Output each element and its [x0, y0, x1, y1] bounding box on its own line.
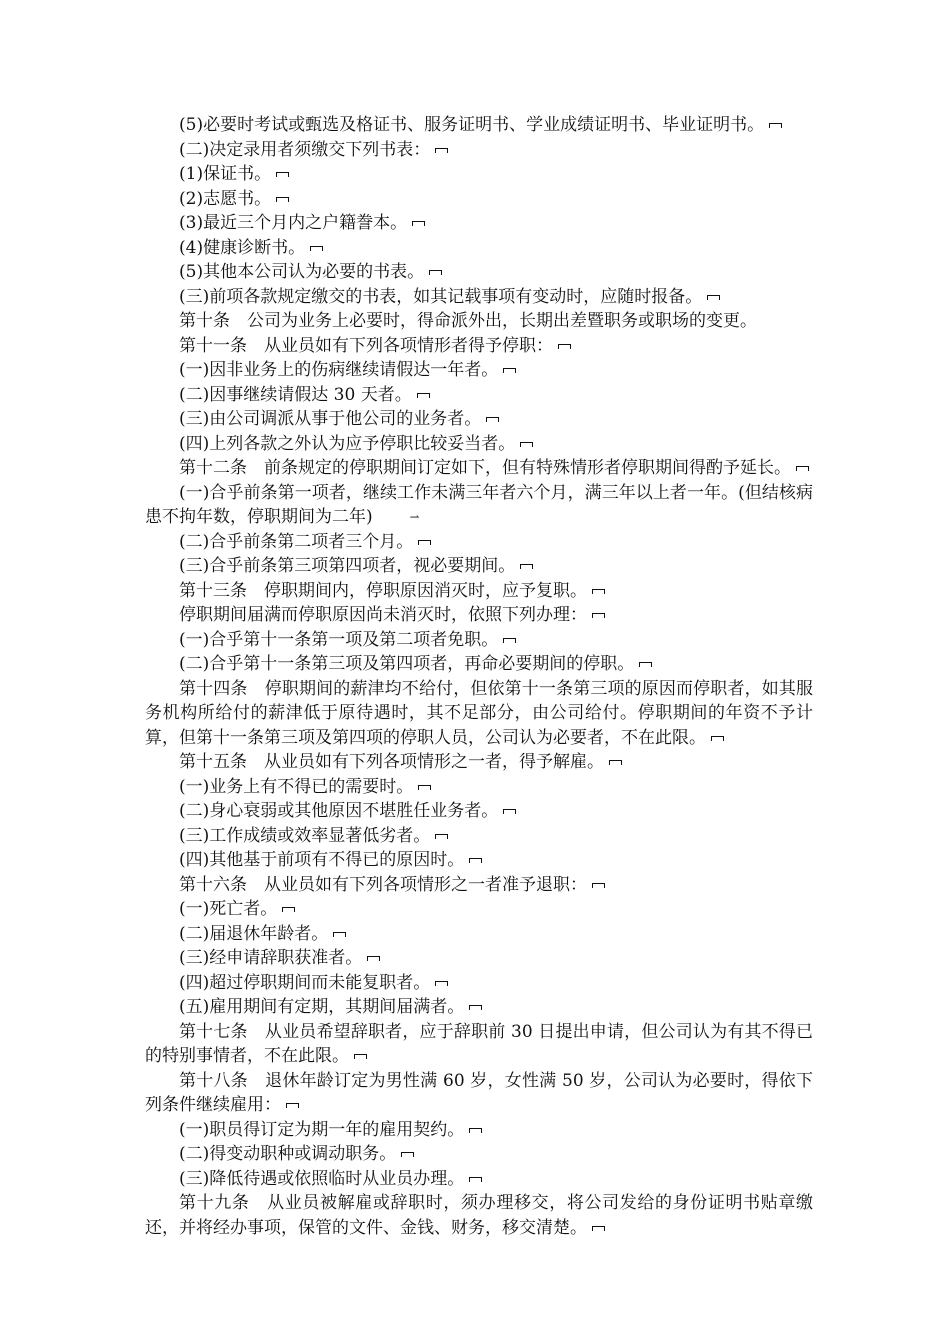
- paragraph-text: (二)合乎第十一条第三项及第四项者，再命必要期间的停职。: [179, 654, 635, 675]
- paragraph-mark-icon: [435, 834, 448, 839]
- paragraph-text: (4)健康诊断书。: [179, 237, 306, 258]
- paragraph: [145, 1069, 813, 1118]
- paragraph-text: 第十条 公司为业务上必要时，得命派外出，长期出差暨职务或职场的变更。: [179, 311, 757, 331]
- paragraph: [145, 285, 813, 310]
- paragraph: [145, 334, 813, 359]
- paragraph-text: (三)合乎前条第三项第四项者，视必要期间。: [179, 556, 516, 577]
- paragraph: [145, 530, 813, 555]
- paragraph-text: (一)业务上有不得已的需要时。: [179, 776, 414, 797]
- paragraph-mark-icon: [310, 246, 323, 251]
- paragraph-mark-icon: [711, 736, 724, 741]
- paragraph: [145, 603, 813, 628]
- paragraph: [145, 1167, 813, 1192]
- paragraph: [145, 383, 813, 408]
- paragraph: [145, 456, 813, 481]
- paragraph-text: (二)合乎前条第二项者三个月。: [179, 531, 414, 552]
- paragraph-mark-icon: [417, 393, 430, 398]
- paragraph: [145, 579, 813, 604]
- paragraph-text: (二)得变动职种或调动职务。: [179, 1144, 397, 1165]
- paragraph: [145, 481, 813, 530]
- paragraph: [145, 995, 813, 1020]
- paragraph-mark-icon: [592, 589, 605, 594]
- paragraph-mark-icon: [469, 858, 482, 863]
- paragraph: [145, 162, 813, 187]
- paragraph-text: (三)由公司调派从事于他公司的业务者。: [179, 409, 482, 429]
- paragraph-text: (一)因非业务上的伤病继续请假达一年者。: [179, 360, 499, 380]
- paragraph: [145, 1191, 813, 1240]
- paragraph-text: (一)死亡者。: [179, 899, 278, 920]
- paragraph: [145, 873, 813, 898]
- paragraph-text: (二)身心衰弱或其他原因不堪胜任业务者。: [179, 801, 499, 822]
- paragraph-mark-icon: [354, 1054, 367, 1059]
- paragraph-text: (三)降低待遇或依照临时从业员办理。: [179, 1168, 465, 1189]
- paragraph-mark-icon: [639, 662, 652, 667]
- paragraph: [145, 652, 813, 677]
- paragraph-text: (三)工作成绩或效率显著低劣者。: [179, 825, 431, 846]
- paragraph-mark-icon: [558, 344, 571, 349]
- paragraph-text: 第十三条 停职期间内，停职原因消灭时，应予复职。: [179, 580, 587, 601]
- paragraph-mark-icon: [503, 368, 516, 373]
- paragraph-text: (三)前项各款规定缴交的书表，如其记载事项有变动时，应随时报备。: [179, 286, 703, 307]
- paragraph-text: (2)志愿书。: [179, 188, 272, 209]
- paragraph: [145, 922, 813, 947]
- paragraph-mark-icon: [796, 466, 809, 471]
- paragraph-mark-icon: [503, 638, 516, 643]
- paragraph-mark-icon: [609, 760, 622, 765]
- paragraph: [145, 1142, 813, 1167]
- paragraph-text: (5)其他本公司认为必要的书表。: [179, 262, 425, 282]
- paragraph: [145, 750, 813, 775]
- paragraph: [145, 677, 813, 751]
- paragraph-text: (三)经申请辞职获准者。: [179, 948, 363, 969]
- line-break-mark-icon: ⇀: [409, 510, 420, 525]
- paragraph-text: (四)超过停职期间而未能复职者。: [179, 972, 431, 993]
- paragraph-text: (四)其他基于前项有不得已的原因时。: [179, 850, 465, 871]
- paragraph-mark-icon: [469, 1005, 482, 1010]
- paragraph-text: (二)届退休年龄者。: [179, 923, 329, 944]
- paragraph: [145, 848, 813, 873]
- paragraph-text: (一)合乎第十一条第一项及第二项者免职。: [179, 629, 499, 650]
- paragraph-mark-icon: [592, 613, 605, 618]
- paragraph-text: 第十一条 从业员如有下列各项情形者得予停职：: [179, 335, 553, 356]
- paragraph: [145, 775, 813, 800]
- paragraph: [145, 628, 813, 653]
- paragraph-mark-icon: [401, 1152, 414, 1157]
- paragraph-mark-icon: [418, 785, 431, 790]
- paragraph: [145, 138, 813, 163]
- paragraph: [145, 554, 813, 579]
- paragraph-text: (二)因事继续请假达 30 天者。: [179, 384, 412, 405]
- paragraph: [145, 260, 813, 285]
- paragraph-mark-icon: [435, 981, 448, 986]
- paragraph-text: (3)最近三个月内之户籍誊本。: [179, 213, 408, 233]
- paragraph: [145, 113, 813, 138]
- paragraph-text: (1)保证书。: [179, 164, 272, 184]
- paragraph-mark-icon: [769, 123, 782, 128]
- paragraph-mark-icon: [276, 172, 289, 177]
- paragraph: [145, 187, 813, 212]
- paragraph: [145, 432, 813, 457]
- paragraph-mark-icon: [367, 956, 380, 961]
- paragraph-mark-icon: [707, 295, 720, 300]
- paragraph-text: 第十二条 前条规定的停职期间订定如下，但有特殊情形者停职期间得酌予延长。: [179, 458, 791, 478]
- document-body: [145, 113, 813, 1240]
- paragraph: [145, 1118, 813, 1143]
- paragraph-mark-icon: [435, 148, 448, 153]
- paragraph-mark-icon: [412, 221, 425, 226]
- paragraph-mark-icon: [333, 932, 346, 937]
- paragraph-mark-icon: [286, 1103, 299, 1108]
- paragraph: [145, 971, 813, 996]
- paragraph-mark-icon: [486, 417, 499, 422]
- paragraph: [145, 309, 813, 334]
- paragraph: [145, 236, 813, 261]
- paragraph-text: (一)合乎前条第一项者，继续工作未满三年者六个月，满三年以上者一年。(但结核病患不拘年数，停职期间为二年): [145, 482, 813, 527]
- paragraph-text: (5)必要时考试或甄选及格证书、服务证明书、学业成绩证明书、毕业证明书。: [179, 115, 765, 135]
- paragraph: [145, 358, 813, 383]
- paragraph: [145, 799, 813, 824]
- paragraph-text: 第十六条 从业员如有下列各项情形之一者准予退职：: [179, 874, 587, 895]
- paragraph-mark-icon: [503, 809, 516, 814]
- paragraph: [145, 211, 813, 236]
- paragraph-mark-icon: [276, 197, 289, 202]
- paragraph-text: (四)上列各款之外认为应予停职比较妥当者。: [179, 433, 516, 454]
- paragraph-text: 第十七条 从业员希望辞职者，应于辞职前 30 日提出申请，但公司认为有其不得已的特别事情者，不在此限。: [145, 1021, 813, 1067]
- paragraph: [145, 824, 813, 849]
- paragraph: [145, 897, 813, 922]
- paragraph-mark-icon: [520, 564, 533, 569]
- paragraph-text: (二)决定录用者须缴交下列书表：: [179, 139, 431, 160]
- paragraph-text: 停职期间届满而停职原因尚未消灭时，依照下列办理：: [179, 605, 587, 626]
- paragraph: [145, 1020, 813, 1069]
- paragraph-mark-icon: [418, 540, 431, 545]
- paragraph-mark-icon: [429, 270, 442, 275]
- paragraph-mark-icon: [520, 442, 533, 447]
- paragraph-text: 第十五条 从业员如有下列各项情形之一者，得予解雇。: [179, 752, 604, 773]
- paragraph-mark-icon: [469, 1177, 482, 1182]
- paragraph-text: (五)雇用期间有定期，其期间届满者。: [179, 997, 465, 1018]
- paragraph-mark-icon: [592, 883, 605, 888]
- paragraph-mark-icon: [282, 907, 295, 912]
- paragraph-mark-icon: [469, 1128, 482, 1133]
- paragraph-text: 第十四条 停职期间的薪津均不给付，但依第十一条第三项的原因而停职者，如其服务机构所给付的薪津低于原待遇时，其不足部分，由公司给付。停职期间的年资不予计算，但第十一条第三项及第四项的停职人员，公司认为必要者，不在此限。: [145, 678, 813, 748]
- paragraph: [145, 407, 813, 432]
- paragraph: [145, 946, 813, 971]
- paragraph-text: 第十八条 退休年龄订定为男性满 60 岁，女性满 50 岁，公司认为必要时，得依下列条件继续雇用：: [145, 1070, 813, 1116]
- paragraph-text: (一)职员得订定为期一年的雇用契约。: [179, 1119, 465, 1140]
- paragraph-mark-icon: [592, 1226, 605, 1231]
- paragraph-text: 第十九条 从业员被解雇或辞职时，须办理移交，将公司发给的身份证明书贴章缴还，并将经办事项，保管的文件、金钱、财务，移交清楚。: [145, 1193, 813, 1238]
